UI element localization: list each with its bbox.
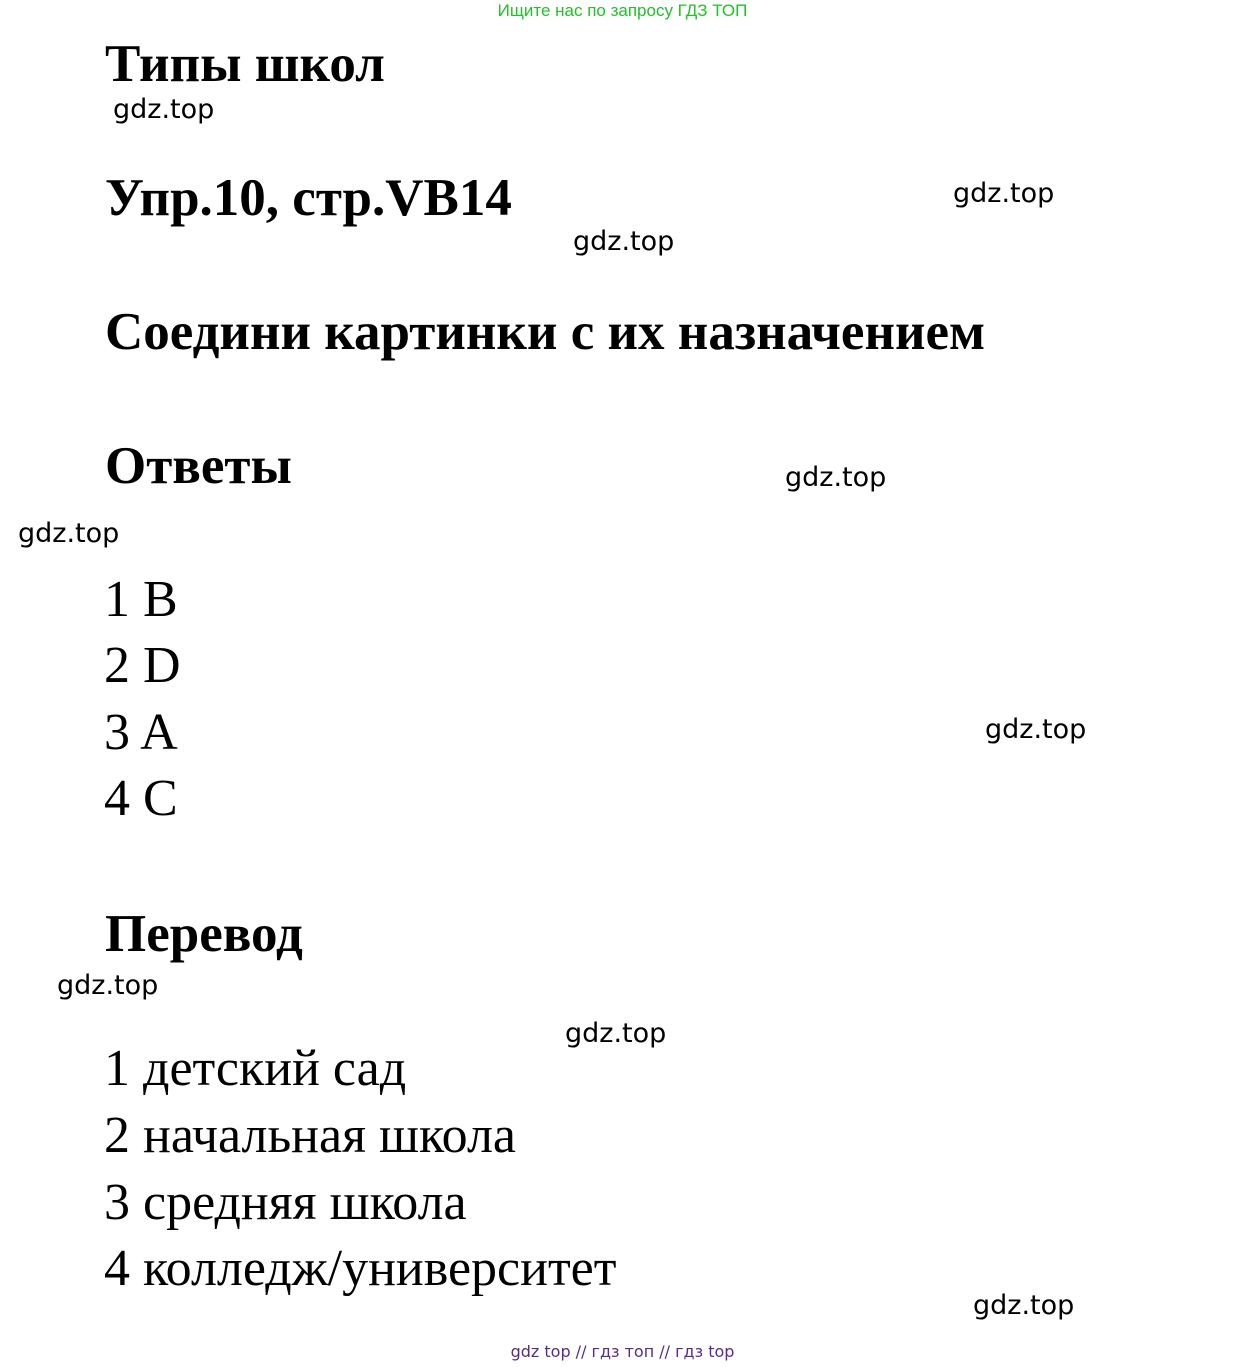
answers-heading: Ответы	[105, 437, 292, 495]
watermark: gdz.top	[565, 1018, 667, 1049]
watermark: gdz.top	[18, 518, 120, 549]
watermark: gdz.top	[57, 970, 159, 1001]
answer-item: 1 B	[104, 571, 178, 628]
answer-item: 3 A	[104, 704, 178, 761]
page-title: Типы школ	[105, 35, 385, 93]
answer-item: 4 C	[104, 770, 178, 827]
translation-item: 3 средняя школа	[104, 1174, 467, 1231]
watermark: gdz.top	[113, 94, 215, 125]
top-banner: Ищите нас по запросу ГДЗ ТОП	[497, 1, 748, 20]
watermark: gdz.top	[985, 714, 1087, 745]
exercise-title: Упр.10, стр.VB14	[105, 169, 512, 227]
watermark: gdz.top	[573, 226, 675, 257]
watermark: gdz.top	[953, 178, 1055, 209]
task-text: Соедини картинки с их назначением	[105, 303, 986, 361]
answer-item: 2 D	[104, 637, 181, 694]
translation-item: 2 начальная школа	[104, 1107, 517, 1164]
watermark: gdz.top	[785, 462, 887, 493]
watermark: gdz.top	[973, 1290, 1075, 1321]
footer-links: gdz top // гдз топ // гдз top	[510, 1342, 735, 1361]
translation-heading: Перевод	[105, 905, 303, 963]
translation-item: 4 колледж/университет	[104, 1240, 617, 1297]
translation-item: 1 детский сад	[104, 1040, 407, 1097]
